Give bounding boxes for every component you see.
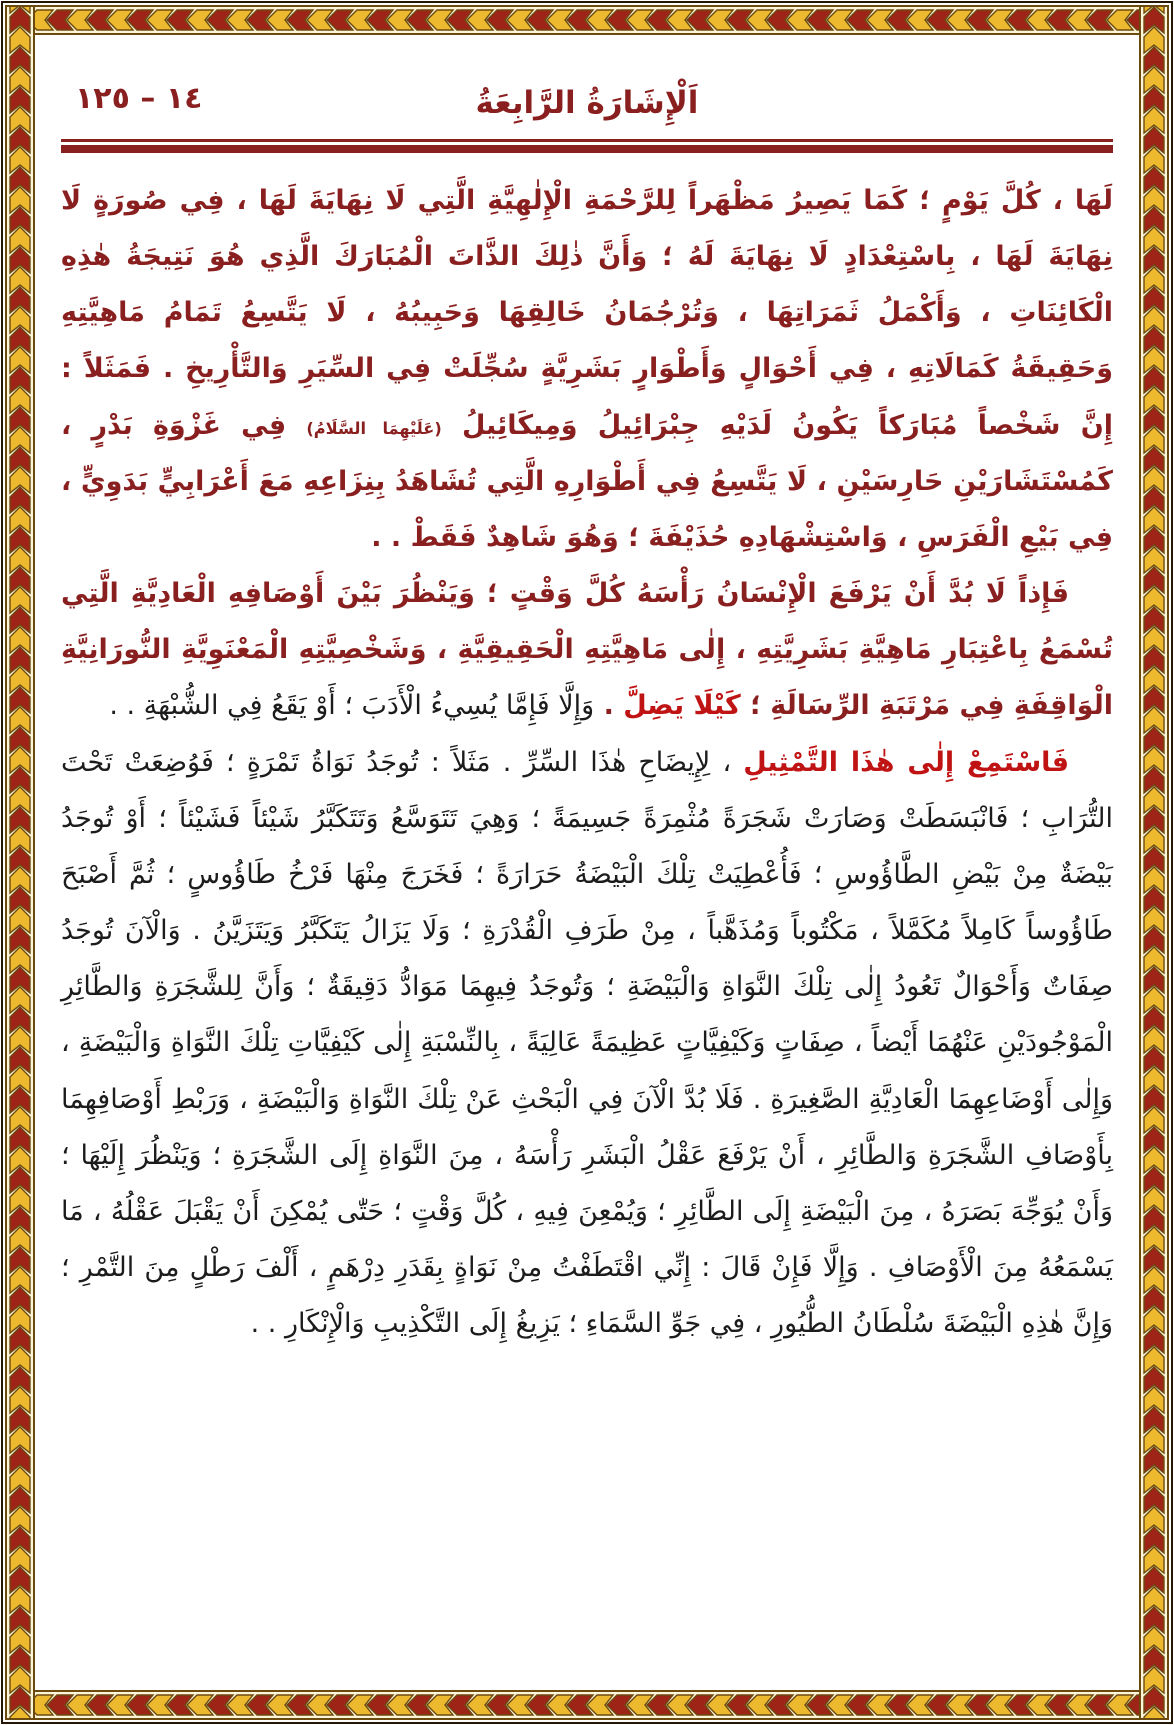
ornate-border-right bbox=[1139, 5, 1169, 1720]
header-rule-thin bbox=[61, 139, 1113, 142]
page-header bbox=[61, 77, 1113, 129]
page-number: ١٤ – ١٢٥ bbox=[75, 81, 203, 116]
paragraph-2-emphasis: كَيْلَا يَضِلَّ bbox=[623, 690, 741, 722]
page-content bbox=[35, 35, 1139, 1690]
ornate-border-bottom bbox=[5, 1690, 1169, 1720]
paragraph-1 bbox=[61, 173, 1113, 566]
paragraph-2-separator: . bbox=[594, 690, 624, 722]
paragraph-1-text-cont: فِي غَزْوَةِ بَدْرٍ ، كَمُسْتَشَارَيْنِ حَارِسَيْنِ ، لَا يَتَّسِعُ فِي أَطْوَارِهِ الَّتِي تُشَاهَدُ بِنِزَاعِهِ مَعَ أَعْرَابِيٍّ بَدَوِيٍّ ، فِي بَيْعِ الْفَرَسِ ، وَاسْتِشْهَادِهِ حُذَيْفَةَ ؛ وَهُوَ شَاهِدٌ فَقَطْ . . bbox=[61, 409, 1113, 553]
paragraph-2-text: فَإِذاً لَا بُدَّ أَنْ يَرْفَعَ الْإِنْسَانُ رَأْسَهُ كُلَّ وَقْتٍ ؛ وَيَنْظُرَ بَيْنَ أَوْصَافِهِ الْعَادِيَّةِ الَّتِي تُسْمَعُ بِاعْتِبَارِ مَاهِيَّةِ بَشَرِيَّتِهِ ، إِلٰى مَاهِيَّتِهِ الْحَقِيقِيَّةِ ، وَشَخْصِيَّتِهِ الْمَعْنَوِيَّةِ النُّورَانِيَّةِ الْوَاقِفَةِ فِي مَرْتَبَةِ الرِّسَالَةِ ؛ bbox=[61, 578, 1113, 722]
ornate-border-top bbox=[5, 5, 1169, 35]
ornate-border-left bbox=[5, 5, 35, 1720]
paragraph-3-lead: فَاسْتَمِعْ إِلٰى هٰذَا التَّمْثِيلِ bbox=[743, 746, 1069, 778]
salutation-symbol: (عَلَيْهِمَا السَّلَامُ) bbox=[306, 418, 442, 438]
paragraph-3 bbox=[61, 735, 1113, 1353]
header-rule-thick bbox=[61, 145, 1113, 153]
body-text bbox=[61, 173, 1113, 1352]
paragraph-2 bbox=[61, 566, 1113, 734]
paragraph-2-black-text: وَإِلَّا فَإِمَّا يُسِيءُ الْأَدَبَ ؛ أَوْ يَقَعُ فِي الشُّبْهَةِ . . bbox=[109, 690, 595, 722]
page-title: اَلْإِشَارَةُ الرَّابِعَةُ bbox=[475, 85, 699, 121]
paragraph-3-text: ، لِإِيضَاحِ هٰذَا السِّرِّ . مَثَلاً : تُوجَدُ نَوَاةُ تَمْرَةٍ ؛ فَوُضِعَتْ تَحْتَ التُّرَابِ ؛ فَانْبَسَطَتْ وَصَارَتْ شَجَرَةً مُثْمِرَةً جَسِيمَةً ؛ وَهِيَ تَتَوَسَّعُ وَتَتَكَبَّرُ شَيْئاً فَشَيْئاً ؛ أَوْ تُوجَدُ بَيْضَةٌ مِنْ بَيْضِ الطَّاؤُوسِ ؛ فَأُعْطِيَتْ تِلْكَ الْبَيْضَةُ حَرَارَةً ؛ فَخَرَجَ مِنْهَا فَرْخُ طَاؤُوسٍ ؛ ثُمَّ أَصْبَحَ طَاؤُوساً كَامِلاً مُكَمَّلاً ، مَكْتُوباً وَمُذَهَّباً ، مِنْ طَرَفِ الْقُدْرَةِ ؛ وَلَا يَزَالُ يَتَكَبَّرُ وَيَتَزَيَّنُ . وَالْآنَ تُوجَدُ صِفَاتٌ وَأَحْوَالٌ تَعُودُ إِلٰى تِلْكَ النَّوَاةِ وَالْبَيْضَةِ ؛ وَتُوجَدُ فِيهِمَا مَوَادُّ دَقِيقَةٌ ؛ وَأَنَّ لِلشَّجَرَةِ وَالطَّائِرِ الْمَوْجُودَيْنِ عَنْهُمَا أَيْضاً ، صِفَاتٍ وَكَيْفِيَّاتٍ عَظِيمَةً عَالِيَةً ، بِالنِّسْبَةِ إِلٰى كَيْفِيَّاتِ تِلْكَ النَّوَاةِ وَالْبَيْضَةِ ، وَإِلٰى أَوْضَاعِهِمَا الْعَادِيَّةِ الصَّغِيرَةِ . فَلَا بُدَّ الْآنَ فِي الْبَحْثِ عَنْ تِلْكَ النَّوَاةِ وَالْبَيْضَةِ ، وَرَبْطِ أَوْصَافِهِمَا بِأَوْصَافِ الشَّجَرَةِ وَالطَّائِرِ ، أَنْ يَرْفَعَ عَقْلُ الْبَشَرِ رَأْسَهُ ، مِنَ النَّوَاةِ إِلَى الشَّجَرَةِ ؛ وَيَنْظُرَ إِلَيْهَا ؛ وَأَنْ يُوَجِّهَ بَصَرَهُ ، مِنَ الْبَيْضَةِ إِلَى الطَّائِرِ ؛ وَيُمْعِنَ فِيهِ ، كُلَّ وَقْتٍ ؛ حَتّٰى يُمْكِنَ أَنْ يَقْبَلَ عَقْلُهُ ، مَا يَسْمَعُهُ مِنَ الْأَوْصَافِ . وَإِلَّا فَإِنْ قَالَ : إِنِّي اقْتَطَفْتُ مِنْ نَوَاةٍ بِقَدَرِ دِرْهَمٍ ، أَلْفَ رَطْلٍ مِنَ التَّمْرِ ؛ وَإِنَّ هٰذِهِ الْبَيْضَةَ سُلْطَانُ الطُّيُورِ ، فِي جَوِّ السَّمَاءِ ؛ يَزِيغُ إِلَى التَّكْذِيبِ وَالْإِنْكَارِ . . bbox=[61, 746, 1113, 1340]
paragraph-1-text: لَهَا ، كُلَّ يَوْمٍ ؛ كَمَا يَصِيرُ مَظْهَراً لِلرَّحْمَةِ الْإِلٰهِيَّةِ الَّتِي لَا نِهَايَةَ لَهَا ، فِي صُورَةٍ لَا نِهَايَةَ لَهَا ، بِاسْتِعْدَادٍ لَا نِهَايَةَ لَهُ ؛ وَأَنَّ ذٰلِكَ الذَّاتَ الْمُبَارَكَ الَّذِي هُوَ نَتِيجَةُ هٰذِهِ الْكَائِنَاتِ ، وَأَكْمَلُ ثَمَرَاتِهَا ، وَتُرْجُمَانُ خَالِقِهَا وَحَبِيبُهُ ، لَا يَتَّسِعُ تَمَامُ مَاهِيَّتِهِ وَحَقِيقَةُ كَمَالَاتِهِ ، فِي أَحْوَالٍ وَأَطْوَارٍ بَشَرِيَّةٍ سُجِّلَتْ فِي السِّيَرِ وَالتَّأْرِيخِ . فَمَثَلاً : إِنَّ شَخْصاً مُبَارَكاً يَكُونُ لَدَيْهِ جِبْرَائِيلُ وَمِيكَائِيلُ bbox=[61, 185, 1113, 441]
